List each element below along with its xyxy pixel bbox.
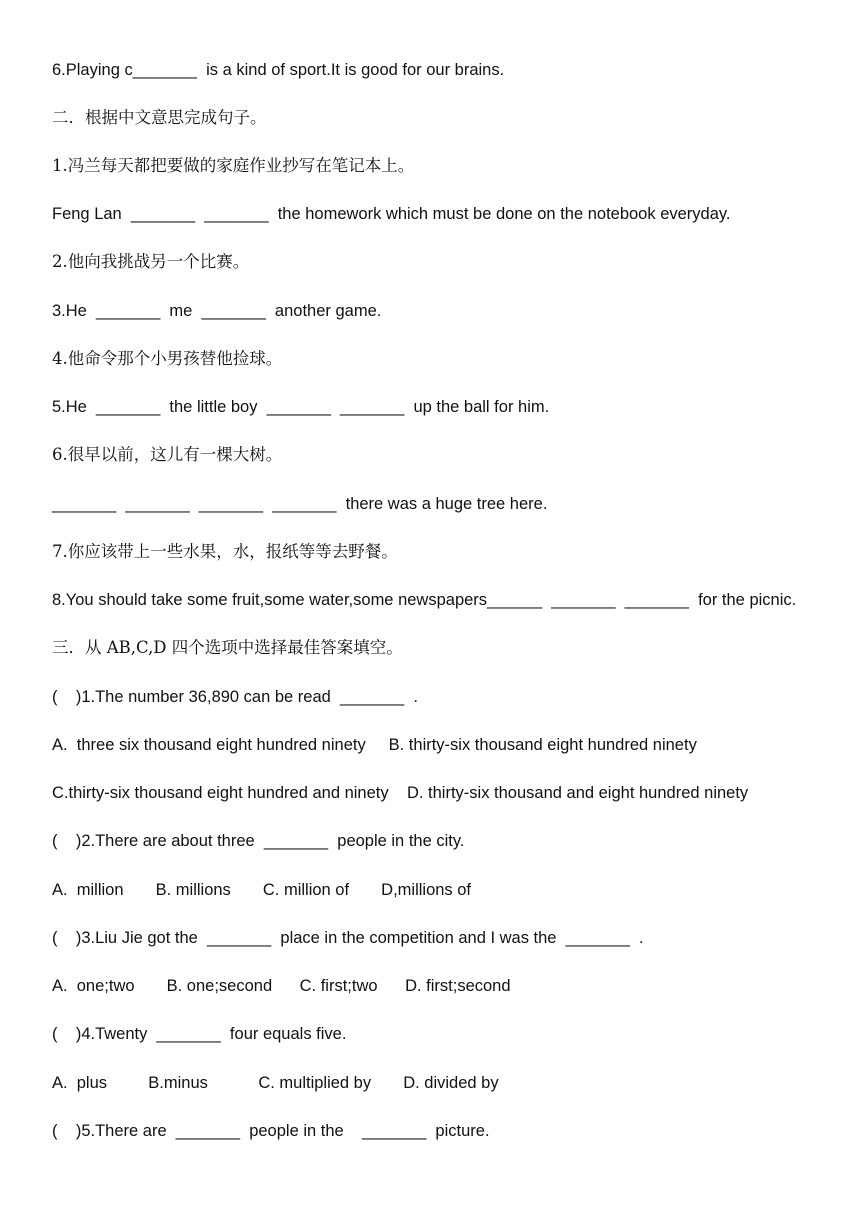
mc-question-5: ( )5.There are _______ people in the _______ picture. xyxy=(52,1122,490,1140)
sentence-4-chinese: 4.他命令那个小男孩替他捡球。 xyxy=(52,349,283,368)
sentence-1-chinese: 1.冯兰每天都把要做的家庭作业抄写在笔记本上。 xyxy=(52,156,415,175)
mc-question-2-options: A. million B. millions C. million of D,millions of xyxy=(52,881,472,899)
mc-question-4: ( )4.Twenty _______ four equals five. xyxy=(52,1025,347,1043)
mc-question-1-options-ab: A. three six thousand eight hundred ninety B. thirty-six thousand eight hundred ninety xyxy=(52,736,697,754)
question-6-playing: 6.Playing c_______ is a kind of sport.It is good for our brains. xyxy=(52,61,505,79)
mc-question-4-options: A. plus B.minus C. multiplied by D. divided by xyxy=(52,1074,499,1092)
sentence-1-english: Feng Lan _______ _______ the homework which must be done on the notebook everyday. xyxy=(52,205,731,223)
mc-question-3-options: A. one;two B. one;second C. first;two D. first;second xyxy=(52,977,511,995)
mc-question-3: ( )3.Liu Jie got the _______ place in the competition and I was the _______ . xyxy=(52,929,644,947)
mc-question-2: ( )2.There are about three _______ people in the city. xyxy=(52,832,465,850)
mc-question-1-options-cd: C.thirty-six thousand eight hundred and ninety D. thirty-six thousand and eight hundred ninety xyxy=(52,784,749,802)
sentence-5-english: 5.He _______ the little boy _______ _______ up the ball for him. xyxy=(52,398,550,416)
section-2-heading: 二．根据中文意思完成句子。 xyxy=(52,108,267,127)
sentence-8-english: 8.You should take some fruit,some water,some newspapers______ _______ _______ for the picnic. xyxy=(52,591,797,609)
sentence-6-english: _______ _______ _______ _______ there was a huge tree here. xyxy=(52,495,548,513)
sentence-2-chinese: 2.他向我挑战另一个比赛。 xyxy=(52,252,250,271)
section-3-heading: 三．从 AB,C,D 四个选项中选择最佳答案填空。 xyxy=(52,638,403,657)
mc-question-1: ( )1.The number 36,890 can be read _______ . xyxy=(52,688,418,706)
sentence-7-chinese: 7.你应该带上一些水果，水，报纸等等去野餐。 xyxy=(52,542,398,561)
sentence-3-english: 3.He _______ me _______ another game. xyxy=(52,302,382,320)
sentence-6-chinese: 6.很早以前，这儿有一棵大树。 xyxy=(52,445,283,464)
